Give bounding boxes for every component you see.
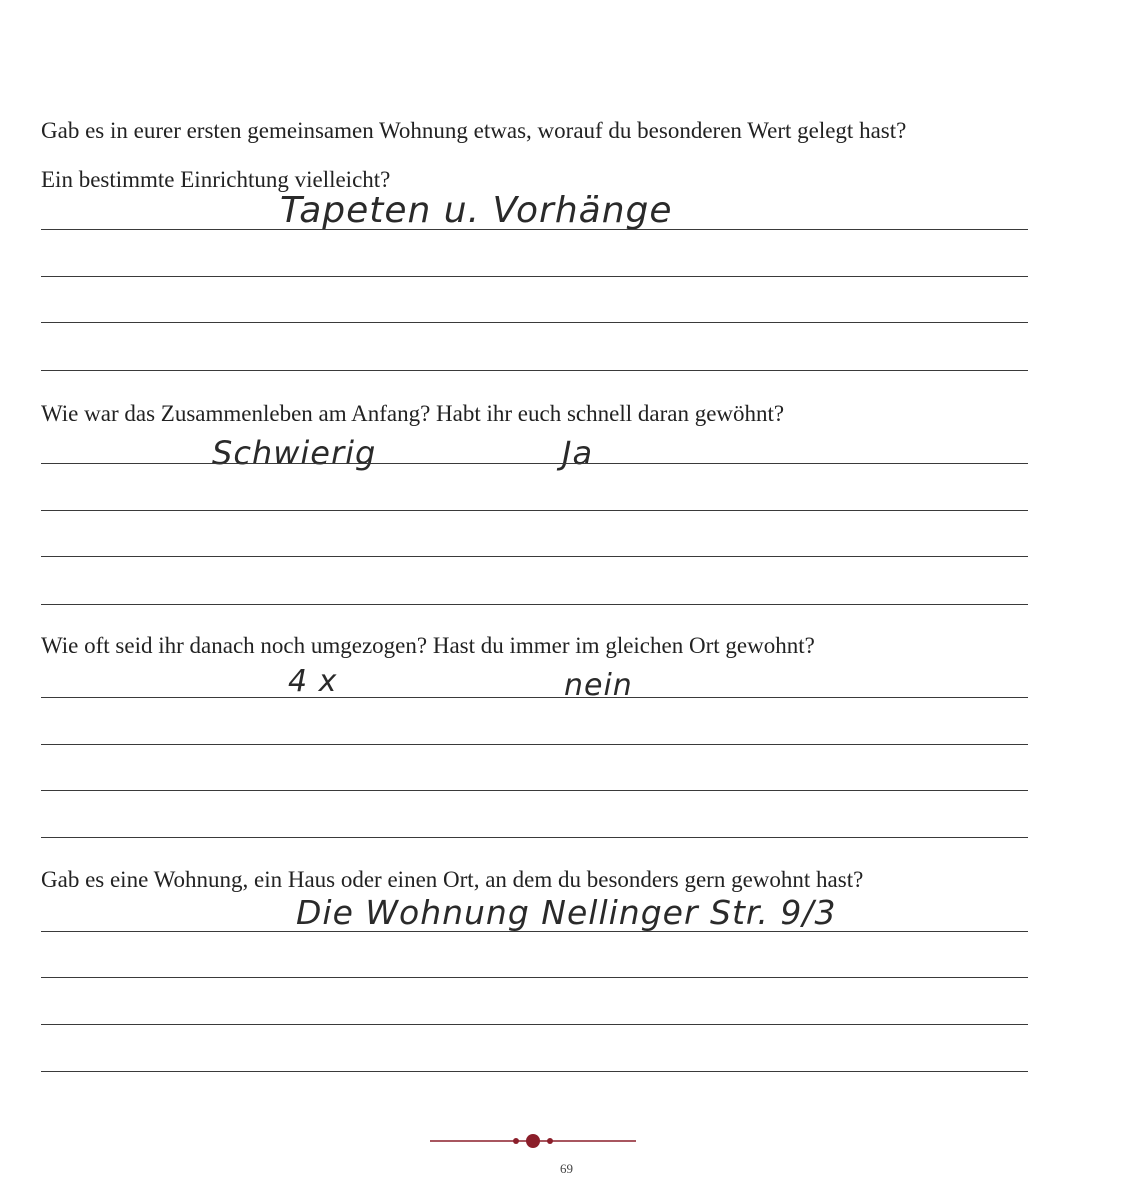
ornament-dot-left	[513, 1138, 519, 1144]
answer-line	[41, 1024, 1028, 1025]
answer-line	[41, 370, 1028, 371]
answer-line	[41, 837, 1028, 838]
answer-1-handwritten: Tapeten u. Vorhänge	[280, 190, 673, 231]
answer-line	[41, 229, 1028, 230]
question-4-line-1: Gab es eine Wohnung, ein Haus oder einen Ort, an dem du besonders gern gewohnt hast?	[41, 867, 864, 892]
answer-line	[41, 510, 1028, 511]
question-1-line-1: Gab es in eurer ersten gemeinsamen Wohnung etwas, worauf du besonderen Wert gelegt hast?	[41, 118, 907, 143]
question-3-line-1: Wie oft seid ihr danach noch umgezogen? Hast du immer im gleichen Ort gewohnt?	[41, 633, 815, 658]
answer-3b-handwritten: nein	[564, 668, 633, 703]
answer-line	[41, 697, 1028, 698]
ornament-dot-right	[547, 1138, 553, 1144]
footer-ornament	[0, 1128, 1133, 1188]
answer-line	[41, 322, 1028, 323]
question-2-line-1: Wie war das Zusammenleben am Anfang? Habt ihr euch schnell daran gewöhnt?	[41, 401, 785, 426]
answer-line	[41, 977, 1028, 978]
ornament-dot-center	[526, 1134, 540, 1148]
answer-2a-handwritten: Schwierig	[212, 434, 377, 472]
answer-line	[41, 744, 1028, 745]
answer-2b-handwritten: Ja	[562, 434, 594, 472]
answer-line	[41, 463, 1028, 464]
answer-line	[41, 276, 1028, 277]
answer-3a-handwritten: 4 x	[288, 664, 338, 699]
question-1-line-2: Ein bestimmte Einrichtung vielleicht?	[41, 167, 391, 192]
page-number: 69	[560, 1161, 573, 1176]
answer-4-handwritten: Die Wohnung Nellinger Str. 9/3	[296, 893, 837, 932]
answer-line	[41, 931, 1028, 932]
answer-line	[41, 790, 1028, 791]
answer-line	[41, 1071, 1028, 1072]
answer-line	[41, 556, 1028, 557]
answer-line	[41, 604, 1028, 605]
